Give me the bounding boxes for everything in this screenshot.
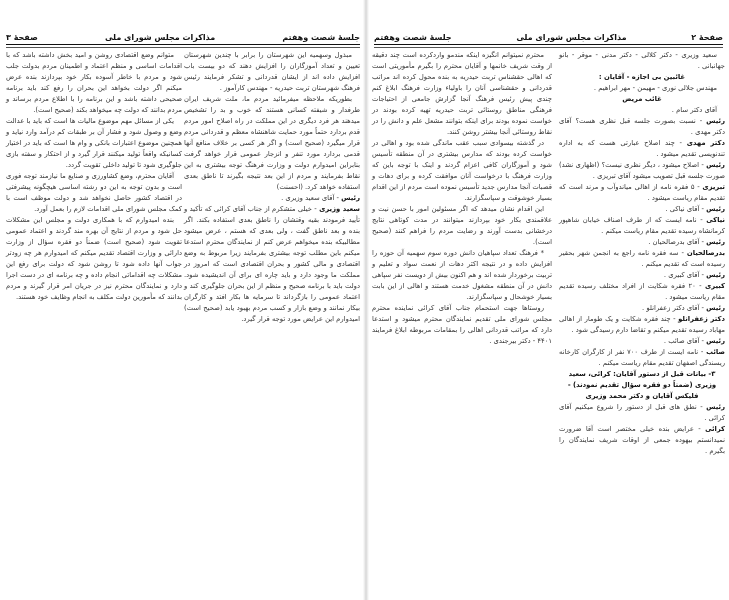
paragraph	[6, 171, 182, 215]
header-rule	[374, 44, 723, 45]
paragraph-text: - نامه ایست از طرف ۷۰۰ نفر از کارگران کارخانه ریسندگی اصفهان تقدیم مقام ریاست میکنم .	[559, 348, 725, 367]
paragraph	[559, 281, 725, 303]
paragraph	[559, 237, 725, 248]
paragraph	[372, 303, 552, 347]
paragraph-text: - چند فقره شکایت و یک طومار از اهالی مهاباد رسیده تقدیم میکنم و تقاضا دارم رسیدگی شود .	[559, 315, 725, 334]
paragraph-text: - اصلاح میشود ، دیگر نظری نیست؟ (اظهاری نشد) صورت جلسه قبل تصویب میشود آقای تبریزی .	[559, 161, 725, 180]
speaker-name: رئیس	[706, 117, 725, 125]
paragraph	[559, 248, 725, 270]
header-rule-thin	[374, 47, 723, 48]
page-number: صفحهٔ ۳	[6, 33, 38, 42]
section-heading: غائب مریض	[622, 95, 662, 103]
paragraph-text: روستاها جهت استحمام جناب آقای کرائی نماینده محترم مجلس شورای ملی تقدیم نمایندگان محترم میشود و استدعا دارد که مراتب قدردانی اهالی را بمقامات مربوطه ابلاغ فرمایند ۴۴۰۱ - دکتر بیرجندی .	[372, 304, 552, 345]
paragraph-text: - آقای بدرصالحیان .	[648, 238, 704, 246]
paragraph	[559, 424, 725, 457]
paragraph-text: بنده امیدوارم که با همکاری دولت و مجلس این مشکلات حل شود و مردم از نتایج آن بهره مند گردند و اعتماد عمومی تقویت شود (صحیح است) ضمناً دو فقره سؤال از وزارت دارائی و وزارت اقتصاد تقدیم میکنم که امیدوارم هر چه زودتر جواب آنها داده شود تا روشن شود که دولت برای رفع این مشکلات چه اقداماتی انجام داده و چه برنامه ای در دست اجرا دارد و نمایندگان محترم نیز در جریان امر قرار گیرند و مردم بدانند که مأمورین دولت مکلف به انجام وظایف خود هستند.	[6, 216, 182, 301]
journal-title: مذاکرات مجلس شورای ملی	[516, 33, 627, 42]
paragraph	[372, 204, 552, 248]
speaker-name: رئیس	[706, 304, 725, 312]
text-column-right	[559, 50, 725, 457]
paragraph	[559, 347, 725, 369]
journal-title: مذاکرات مجلس شورای ملی	[104, 33, 216, 42]
paragraph	[559, 138, 725, 160]
paragraph	[559, 314, 725, 336]
speaker-name: تبریزی	[702, 183, 725, 191]
speaker-name: رئیس	[341, 194, 360, 202]
paragraph	[184, 94, 360, 193]
speaker-name: کبیری	[705, 282, 725, 290]
paragraph	[559, 116, 725, 138]
speaker-name: دکتر مهدی	[686, 139, 725, 147]
speaker-name: صائب	[706, 348, 725, 356]
paragraph-text: - سه فقره نامه راجع به انجمن شهر بحقیر رسیده است که تقدیم میکنم .	[559, 249, 725, 268]
text-column-right	[184, 50, 360, 325]
paragraph-text: مهندس جلالی نوری - مهیمن - مهر ابراهیم .	[593, 84, 717, 92]
paragraph	[559, 83, 725, 94]
paragraph-text: سعید وزیری - دکتر کلالی - دکتر مدنی - موقر - بانو جهانبانی .	[559, 51, 725, 70]
paragraph	[184, 50, 360, 94]
text-column-left	[372, 50, 552, 347]
paragraph	[559, 402, 725, 424]
section-heading: غائبین بی اجازه - آقایان :	[598, 73, 686, 81]
section-heading: ۳- بیانات قبل از دستور آقایان: کرائی، سعید وزیری (ضمناً دو فقره سؤال تقدیم نمودند) - فلیکس آقایان و دکتر محمد وزیری	[567, 370, 717, 400]
paragraph-text: - نسبت بصورت جلسه قبل نظری هست؟ آقای دکتر مهدی .	[559, 117, 725, 136]
paragraph	[559, 182, 725, 204]
paragraph	[6, 50, 182, 116]
page-number: صفحهٔ ۲	[691, 33, 723, 42]
paragraph-text: بطوریکه ملاحظه میفرمائید مردم ما، ملت شریف ایران طرفدار و شیفته کسانی هستند که خوب و بد را تشخیص میدهند هر فرد دیگری در این مملکت در راه اصلاح امور مردم قدم بردارد حتماً مورد حمایت شاهنشاه معظم و قدردانی مردم قرار میگیرد (صحیح است) و اگر هر کسی بر خلاف منافع آنها قدمی بردارد مورد تنفر و انزجار عمومی قرار خواهد گرفت بنابراین امیدوارم دولت و وزارت فرهنگ توجه بیشتری به این نقاط بفرمایند و مردم از این بعد نتیجه بگیرند تا ناطق بعدی استفاده خواهد کرد. (احسنت)	[184, 95, 360, 191]
paragraph	[559, 270, 725, 281]
paragraph-text: آقای دکتر سام .	[671, 106, 717, 114]
session-label: جلسهٔ شصت وهفتم	[282, 33, 360, 42]
paragraph	[6, 215, 182, 303]
paragraph	[184, 204, 360, 325]
paragraph	[559, 105, 725, 116]
speaker-name: رئیس	[706, 271, 725, 279]
paragraph	[184, 193, 360, 204]
right-page	[368, 0, 729, 600]
speaker-name: نیاکی	[706, 216, 725, 224]
speaker-name: رئیس	[706, 161, 725, 169]
speaker-name: سعید وزیری	[319, 205, 360, 213]
speaker-name: بدرصالحیان	[686, 249, 725, 257]
paragraph	[559, 336, 725, 347]
paragraph-text: - آقای صائب .	[663, 337, 704, 345]
paragraph	[559, 303, 725, 314]
paragraph-text: آقایان محترم، وضع کشاورزی و صنایع ما نیازمند توجه فوری است و بدون توجه به این دو رشته اساسی هیچگونه پیشرفتی در اقتصاد کشور حاصل نخواهد شد و دولت موظف است با کمک مجلس شورای ملی اقدامات لازم را بعمل آورد.	[6, 172, 182, 213]
header-rule	[6, 44, 360, 45]
paragraph	[372, 248, 552, 303]
paragraph-text: محترم نمیتوانم انگیزه اینکه مندمو واردکرده است چند دقیقه از وقت شریف خانمها و آقایان محترم را بگیرم مأموریتی است که اهالی حقشناس تربت حیدریه به بنده محول کرده اند مراتب قدردانی و حقشناسی آنان را باولیاء وزارت فرهنگ ابلاغ کنم چندی پیش رئیس فرهنگ آنجا گزارش جامعی از احتیاجات فرهنگی مناطق روستائی تربت حیدریه تهیه کرده بودند در خواست نموده بودند برای اینکه بتوانند مشعل علم و دانش را در نقاط روستائی آنجا بیشتر روشن کنند.	[372, 51, 552, 136]
speaker-name: کرائی	[705, 425, 726, 433]
paragraph	[372, 138, 552, 204]
paragraph	[6, 116, 182, 171]
paragraph-text: مبذول وسهمیه این شهرستان را برابر با چندین شهرستان تعیین و تعداد آموزگاران را افزایش دهند که دو بیست باب افزایش داده اند از ایشان قدردانی و تشکر فرمایند رئیس فرهنگ شهرستان تربت حیدریه - مهندس کارآموز .	[184, 51, 360, 92]
paragraph-text: - آقای کبیری .	[663, 271, 704, 279]
paragraph-text: - چند اصلاح عبارتی هست که به اداره تندنویسی تقدیم میشود .	[559, 139, 725, 158]
paragraph-text: - خیلی متشکرم از جناب آقای کرائی که تأکید و تأیید فرمودند بقیه وقتشان را ناطق بعدی استفاده بکند. اگر بنده و بعد ناطق گفت ، ولی بعدی که هستم ، عرض میشود مطالبیکه بنده میخواهم عرض کنم از نمایندگان محترم استدعا میکنم باین مطلب توجه بیشتری بفرمایند زیرا مربوط به وضع اقتصادی و مالی کشور و بحران اقتصادی است که امروز در مملکت ما وجود دارد و باید چاره ای برای آن اندیشیده شود. دولت باید با برنامه صحیح و منظم از این بحران جلوگیری کند و اعتماد عمومی را بازگرداند تا سرمایه ها بکار افتد و کارگران بیکار نمانند و وضع بازار و کسب مردم بهبود یابد (صحیح است) امیدوارم این عرایض مورد توجه قرار گیرد.	[184, 205, 360, 323]
running-header	[6, 30, 360, 42]
paragraph-text: در گذشته بیسوادی سبب عقب ماندگی شده بود و اهالی در خواست کرده بودند که مدارس بیشتری در آن منطقه تأسیس شود و آموزگاران کافی اعزام گردند و اینک با توجه باین که وزارت فرهنگ با درخواست آنان موافقت کرده و برای دهات و قصبات آنجا مدارس جدید تأسیس نموده است مردم از این اقدام بسیار خوشوقت و سپاسگزارند.	[372, 139, 552, 202]
running-header	[374, 30, 723, 42]
paragraph-text: - عرایض بنده خیلی مختصر است آقا ضرورت نمیدانستم بیهوده جمعی از اوقات شریف نمایندگان را بگیرم .	[559, 425, 725, 455]
paragraph-text: این اقدام نشان میدهد که اگر مسئولین امور با حسن نیت و علاقمندی بکار خود بپردازند میتوانند در مدت کوتاهی نتایج درخشانی بدست آورند و رضایت مردم را فراهم کنند (صحیح است).	[372, 205, 552, 246]
speaker-name: دکتر زعفرانلو	[678, 315, 725, 323]
speaker-name: رئیس	[706, 205, 725, 213]
paragraph-text: - نطق های قبل از دستور را شروع میکنیم آقای کرائی .	[559, 403, 725, 422]
text-column-left	[6, 50, 182, 303]
paragraph-text: - آقای نیاکی .	[665, 205, 704, 213]
paragraph-text: یکی از مسائل مهم موضوع مالیات ها است که باید با عدالت وضع و وصول شود و فشار آن بر طبقات کم درآمد وارد نیاید و همچنین موضوع اعتبارات بانکی و وام ها است که باید در اختیار کسانیکه واقعاً تولید میکنند قرار گیرد و از احتکار و سفته بازی جلوگیری شود تا تولید داخلی تقویت گردد.	[6, 117, 182, 169]
paragraph-text: - نامه ایست که از طرف اصناف خیابان شاهپور کرمانشاه رسیده تقدیم مقام ریاست میکنم .	[559, 216, 725, 235]
paragraph-text: * فرهنگ تعداد سپاهیان دانش دوره سوم سهمیه آن حوزه را افزایش داده و در نتیجه اکثر دهات از نعمت سواد و تعلیم و تربیت برخوردار شده اند و هم اکنون بیش از دویست نفر سپاهی دانش در آن منطقه مشغول خدمت هستند و اهالی از این بابت بسیار خوشحال و سپاسگزارند.	[372, 249, 552, 301]
paragraph-text: متوانم وضع اقتصادی روشن و امید بخش داشته باشد که با اقدامات اساسی و منظم اعتماد و اطمینان مردم بدولت جلب شود و مردم با خاطر آسوده بکار خود بپردازند بنده عرض میکنم اگر دولت بخواهد این بحران را رفع کند باید برنامه صحیحی داشته باشد و این برنامه را با اطلاع مردم برساند و مردم بدانند که دولت چه میخواهد بکند (صحیح است).	[6, 51, 182, 114]
paragraph	[559, 160, 725, 182]
paragraph	[559, 204, 725, 215]
paragraph-text: - ۲۰ فقره شکایت از افراد مختلف رسیده تقدیم مقام ریاست میشود .	[559, 282, 725, 301]
speaker-name: رئیس	[706, 337, 725, 345]
paragraph-text: - ۵ فقره نامه از اهالی میاندوآب و مرند است که تقدیم مقام ریاست میشود .	[559, 183, 725, 202]
paragraph-text: - آقای سعید وزیری .	[281, 194, 339, 202]
paragraph-text: - آقای دکتر زعفرانلو .	[642, 304, 704, 312]
paragraph	[559, 50, 725, 72]
speaker-name: رئیس	[706, 403, 725, 411]
speaker-name: رئیس	[706, 238, 725, 246]
paragraph	[559, 215, 725, 237]
header-rule-thin	[6, 47, 360, 48]
paragraph	[372, 50, 552, 138]
session-label: جلسهٔ شصت وهفتم	[374, 33, 452, 42]
